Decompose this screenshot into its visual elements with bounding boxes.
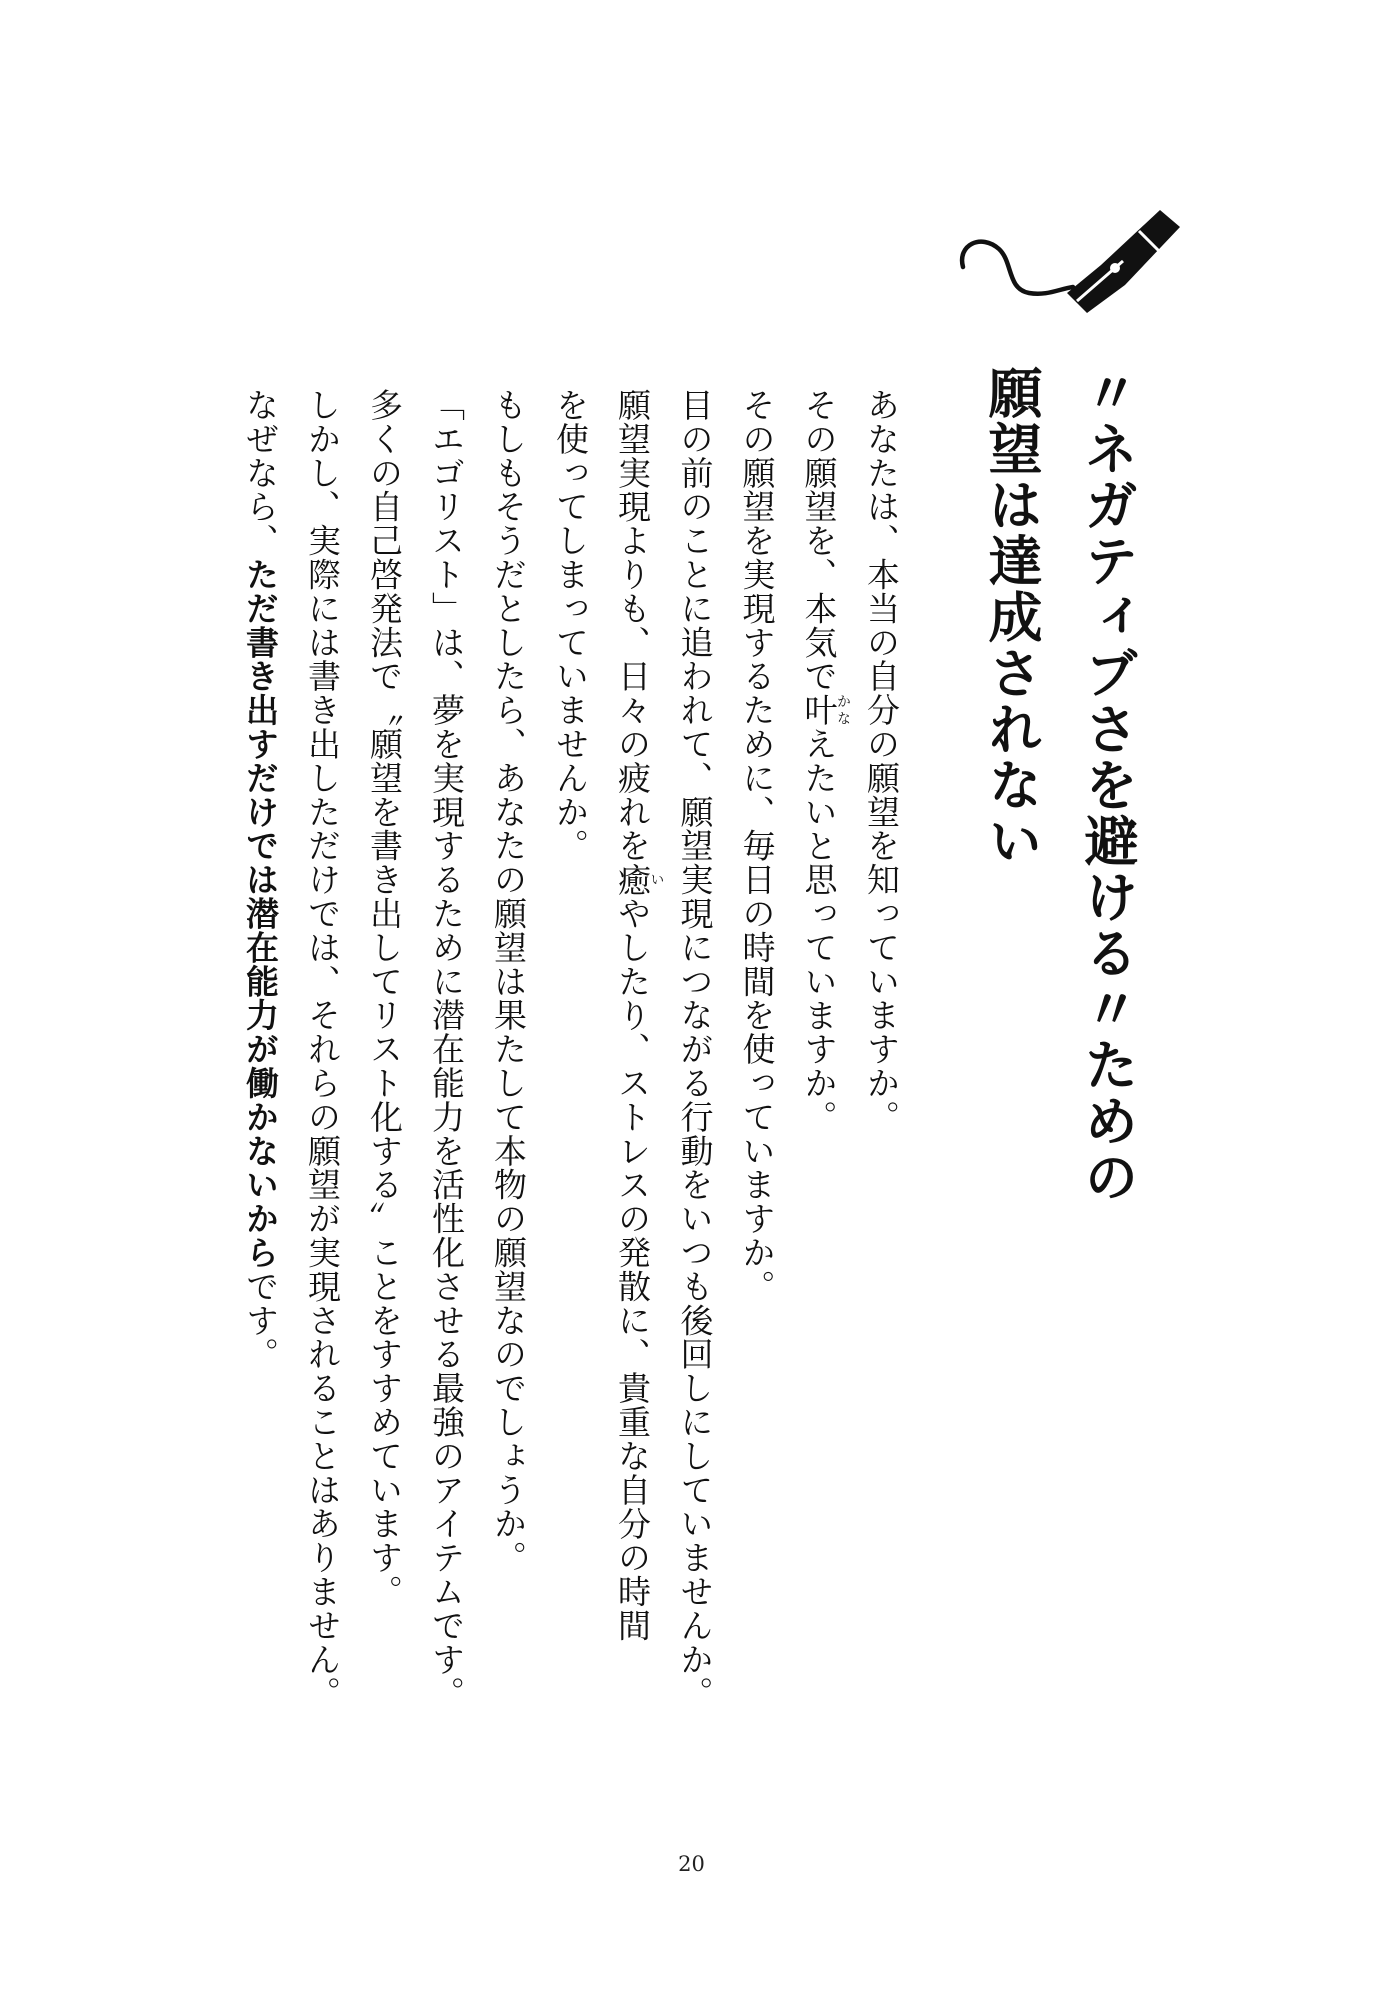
ruby-word: [613, 862, 665, 897]
paragraph-line: 多くの自己啓発法で〝願望を書き出してリスト化する〟ことをすすめています。: [365, 388, 404, 1609]
paragraph-line: [788, 388, 851, 1768]
paragraph-line: その願望を実現するために、毎日の時間を使っていますか。: [737, 388, 777, 1304]
paragraph-line: しかし、実際には書き出しただけでは、それらの願望が実現されることはありません。: [303, 388, 342, 1711]
paragraph-line: [601, 388, 664, 1768]
ruby-word: [799, 693, 851, 728]
paragraph-line: 「エゴリスト」は、夢を実現するために潜在能力を活性化させる最強のアイテムです。: [427, 388, 466, 1711]
ruby-base: 癒: [613, 862, 652, 897]
emphasized-text: ただ書き出すだけでは潜在能力が働かないから: [241, 557, 280, 1270]
ruby-reading: い: [648, 862, 665, 897]
ruby-base: 叶: [799, 693, 839, 728]
page-number: 20: [678, 1852, 705, 1876]
page-title: [960, 365, 1155, 1225]
text-segment: です。: [241, 1269, 280, 1372]
ruby-reading: かな: [835, 693, 851, 727]
paragraph-line: もしもそうだとしたら、あなたの願望は果たして本物の願望なのでしょうか。: [489, 388, 528, 1575]
body-text: [232, 388, 912, 1768]
title-line-2: 願望は達成されない: [980, 365, 1043, 869]
text-segment: えたいと思っていますか。: [799, 727, 839, 1134]
text-segment: その願望を、本気で: [799, 388, 839, 694]
paragraph-line: あなたは、本当の自分の願望を知っていますか。: [862, 388, 901, 1134]
title-line-1: 〃ネガティブさを避ける〃ための: [1076, 365, 1139, 1205]
fountain-pen-nib-icon: [955, 205, 1195, 355]
paragraph-line: 目の前のことに追われて、願望実現につながる行動をいつも後回しにしていませんか。: [675, 388, 715, 1711]
text-segment: やしたり、ストレスの発散に、貴重な自分の時間: [613, 896, 652, 1643]
text-segment: 願望実現よりも、日々の疲れを: [613, 388, 652, 863]
paragraph-line: [229, 388, 291, 1768]
text-segment: なぜなら、: [241, 388, 280, 558]
paragraph-line: を使ってしまっていませんか。: [551, 388, 590, 863]
